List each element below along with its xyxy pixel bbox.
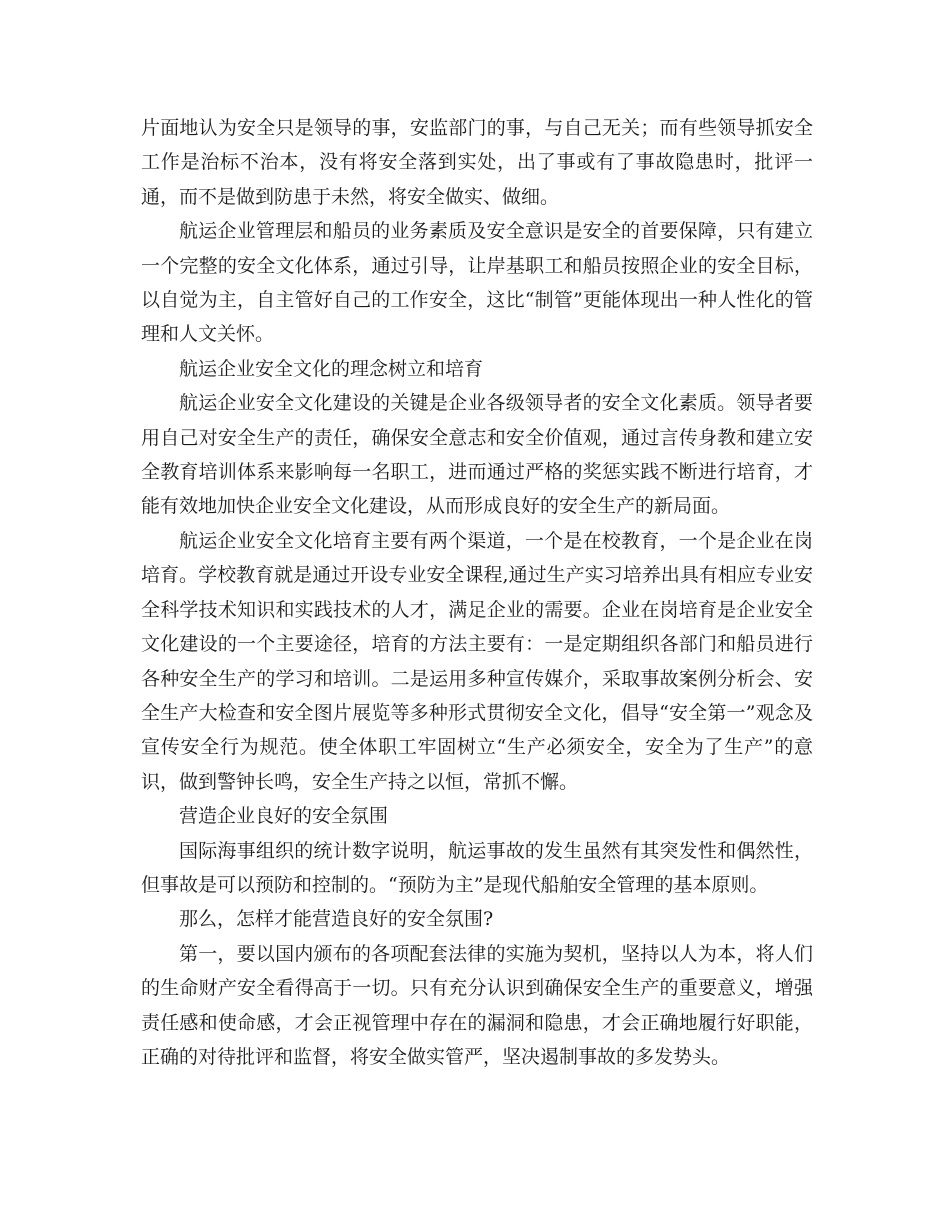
body-paragraph-question: 那么，怎样才能营造良好的安全氛围?: [179, 908, 494, 931]
section-heading-safety-culture-concept: 航运企业安全文化的理念树立和培育: [179, 357, 484, 380]
body-paragraph-3: 航运企业安全文化建设的关键是企业各级领导者的安全文化素质。领导者要用自己对安全生产的责任，确保安全意志和安全价值观，通过言传身教和建立安全教育培训体系来影响每一名职工，进而通过严格的奖惩实践不断进行培育，才能有效地加快企业安全文化建设，从而形成良好的安全生产的新局面。: [141, 392, 813, 518]
body-paragraph-5: 国际海事组织的统计数字说明，航运事故的发生虽然有其突发性和偶然性，但事故是可以预防和控制的。“预防为主”是现代船舶安全管理的基本原则。: [141, 839, 813, 896]
section-heading-safety-atmosphere: 营造企业良好的安全氛围: [179, 805, 389, 828]
document-body: [141, 111, 813, 1074]
body-paragraph-2: 航运企业管理层和船员的业务素质及安全意识是安全的首要保障，只有建立一个完整的安全文化体系，通过引导，让岸基职工和船员按照企业的安全目标，以自觉为主，自主管好自己的工作安全，这比“制管”更能体现出一种人性化的管理和人文关怀。: [141, 220, 813, 346]
body-paragraph-1: 片面地认为安全只是领导的事，安监部门的事，与自己无关；而有些领导抓安全工作是治标不治本，没有将安全落到实处，出了事或有了事故隐患时，批评一通，而不是做到防患于未然，将安全做实、做细。: [141, 117, 813, 208]
body-paragraph-4: 航运企业安全文化培育主要有两个渠道，一个是在校教育，一个是企业在岗培育。学校教育就是通过开设专业安全课程,通过生产实习培养出具有相应专业安全科学技术知识和实践技术的人才，满足企业的需要。企业在岗培育是企业安全文化建设的一个主要途径，培育的方法主要有：一是定期组织各部门和船员进行各种安全生产的学习和培训。二是运用多种宣传媒介，采取事故案例分析会、安全生产大检查和安全图片展览等多种形式贯彻安全文化，倡导“安全第一”观念及宣传安全行为规范。使全体职工牢固树立“生产必须安全，安全为了生产”的意识，做到警钟长鸣，安全生产持之以恒，常抓不懈。: [141, 529, 813, 793]
body-paragraph-first-point: 第一，要以国内颁布的各项配套法律的实施为契机，坚持以人为本，将人们的生命财产安全看得高于一切。只有充分认识到确保安全生产的重要意义，增强责任感和使命感，才会正视管理中存在的漏洞和隐患，才会正确地履行好职能，正确的对待批评和监督，将安全做实管严，坚决遏制事故的多发势头。: [141, 942, 813, 1068]
